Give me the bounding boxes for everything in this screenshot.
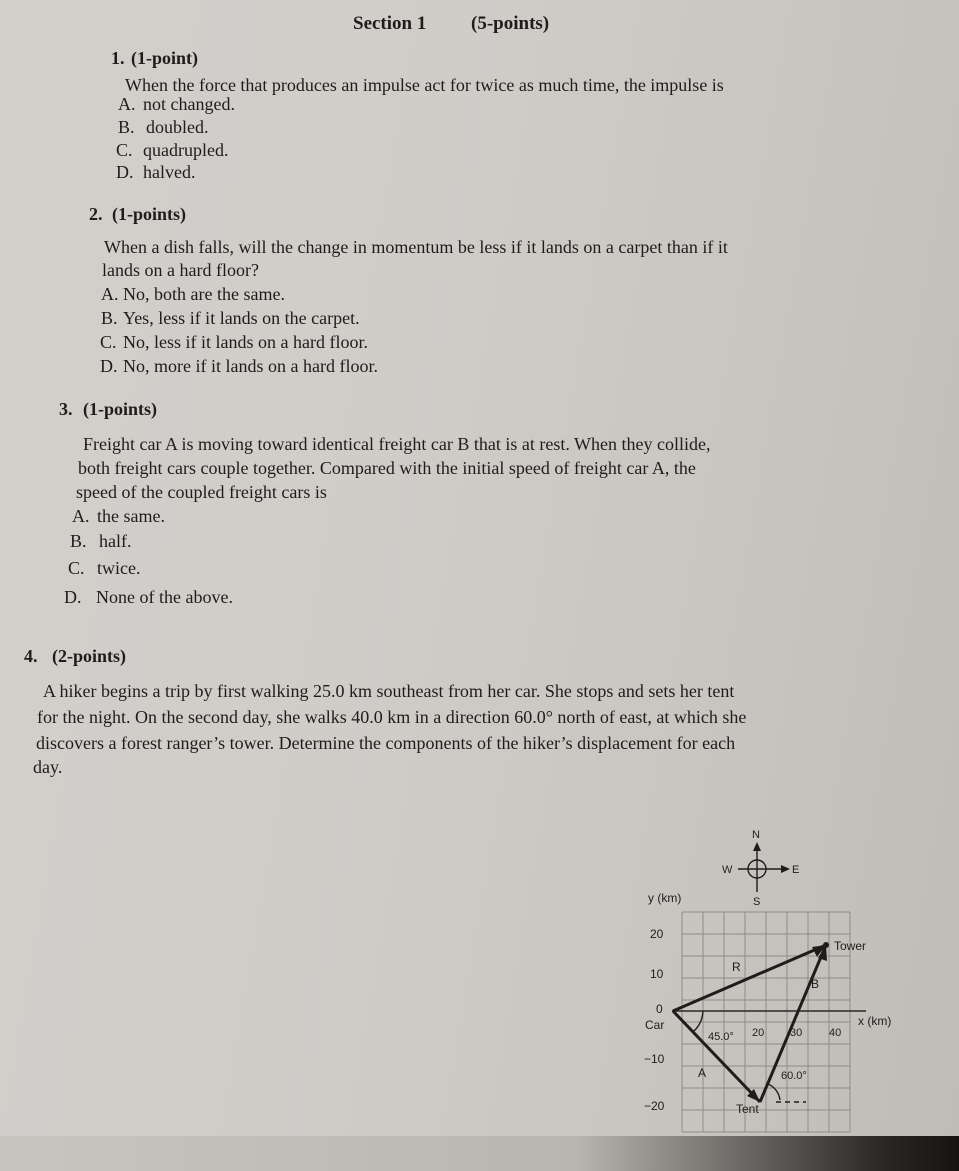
q4-stem-line: day. <box>33 757 63 777</box>
compass-n-label: N <box>752 829 760 841</box>
x-tick-label: 20 <box>752 1027 765 1039</box>
q3-option-a-letter: A. <box>72 506 90 526</box>
angle-b-label: 60.0° <box>781 1070 807 1082</box>
q3-stem-line: both freight cars couple together. Compared with the initial speed of freight car A, the <box>78 458 696 478</box>
q2-option-c-text: No, less if it lands on a hard floor. <box>123 332 368 352</box>
tower-label: Tower <box>834 939 867 953</box>
y-tick-label: 20 <box>650 927 664 941</box>
q1-option-a-text: not changed. <box>143 94 235 114</box>
compass-w-label: W <box>722 864 733 876</box>
q2-stem-line: lands on a hard floor? <box>102 260 259 280</box>
q2-option-a-letter: A. <box>101 284 119 304</box>
q1-option-c-text: quadrupled. <box>143 140 229 160</box>
q3-stem-line: speed of the coupled freight cars is <box>76 482 327 502</box>
section-title: Section 1 <box>353 13 427 34</box>
q2-option-b-letter: B. <box>101 308 118 328</box>
vector-b-label: B <box>811 977 820 991</box>
q3-option-d-text: None of the above. <box>96 587 233 607</box>
q1-option-b-text: doubled. <box>146 117 209 137</box>
vector-a-label: A <box>698 1066 707 1080</box>
compass-s-label: S <box>753 896 761 908</box>
q2-stem-line: When a dish falls, will the change in momentum be less if it lands on a carpet than if it <box>104 237 728 257</box>
q3-option-d-letter: D. <box>64 587 82 607</box>
q4-stem-line: discovers a forest ranger’s tower. Determine the components of the hiker’s displacement for each <box>36 733 736 753</box>
q2-option-c-letter: C. <box>100 332 117 352</box>
q1-option-d-letter: D. <box>116 162 134 182</box>
q3-option-b-text: half. <box>99 531 132 551</box>
x-axis-label: x (km) <box>858 1014 892 1028</box>
q2-option-d-letter: D. <box>100 356 118 376</box>
y-axis-label: y (km) <box>648 891 682 905</box>
q4-number: 4. <box>24 646 38 666</box>
y-tick-label: 0 <box>656 1002 663 1016</box>
x-tick-label: 30 <box>790 1027 803 1039</box>
q2-option-d-text: No, more if it lands on a hard floor. <box>123 356 378 376</box>
q3-points: (1-points) <box>83 399 158 419</box>
q4-stem-line: for the night. On the second day, she walks 40.0 km in a direction 60.0° north of east, at which she <box>37 707 747 727</box>
q1-option-c-letter: C. <box>116 140 133 160</box>
q3-option-b-letter: B. <box>70 531 87 551</box>
angle-a-label: 45.0° <box>708 1031 734 1043</box>
q2-option-a-text: No, both are the same. <box>123 284 285 304</box>
y-tick-label: −10 <box>644 1052 665 1066</box>
vector-r-label: R <box>732 960 741 974</box>
q4-points: (2-points) <box>52 646 127 666</box>
q4-stem-line: A hiker begins a trip by first walking 25.0 km southeast from her car. She stops and sets her tent <box>43 681 735 701</box>
y-tick-label: −20 <box>644 1099 665 1113</box>
q1-points: (1-point) <box>131 48 198 68</box>
car-label: Car <box>645 1018 665 1032</box>
tent-label: Tent <box>736 1102 759 1116</box>
q1-option-d-text: halved. <box>143 162 196 182</box>
x-tick-label: 40 <box>829 1027 842 1039</box>
q1-number: 1. <box>111 48 125 68</box>
q3-option-c-text: twice. <box>97 558 141 578</box>
q2-points: (1-points) <box>112 204 187 224</box>
q3-stem-line: Freight car A is moving toward identical freight car B that is at rest. When they collide, <box>83 434 711 454</box>
y-tick-label: 10 <box>650 967 664 981</box>
q3-option-c-letter: C. <box>68 558 85 578</box>
tower-marker <box>823 942 829 948</box>
q3-number: 3. <box>59 399 73 419</box>
q2-number: 2. <box>89 204 103 224</box>
section-points: (5-points) <box>471 13 550 34</box>
q2-option-b-text: Yes, less if it lands on the carpet. <box>123 308 360 328</box>
q1-option-b-letter: B. <box>118 117 135 137</box>
compass-e-label: E <box>792 864 800 876</box>
angle-arc-b <box>768 1084 780 1100</box>
q1-option-a-letter: A. <box>118 94 136 114</box>
compass-rose-icon <box>738 842 790 892</box>
q3-option-a-text: the same. <box>97 506 165 526</box>
q1-stem-line: When the force that produces an impulse act for twice as much time, the impulse is <box>125 75 724 95</box>
